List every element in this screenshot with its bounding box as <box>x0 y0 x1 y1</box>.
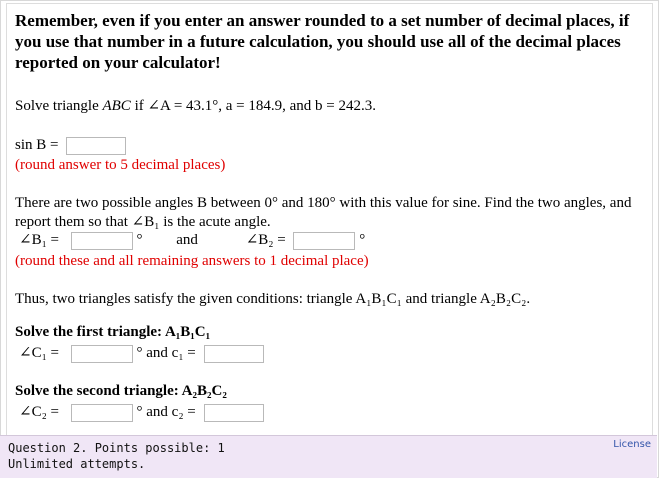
c1-angle-input[interactable] <box>71 345 133 363</box>
second-triangle-heading: Solve the second triangle: A₂B₂C₂ <box>15 383 227 399</box>
b2-label: ∠B₂ = <box>245 232 286 248</box>
b1-input[interactable] <box>71 232 133 250</box>
b1-label: ∠B₁ = <box>19 232 60 248</box>
thus-text: Thus, two triangles satisfy the given conditions: triangle A₁B₁C₁ and triangle A₂B₂C₂. <box>15 291 531 307</box>
problem-given: if ∠A = 43.1°, a = 184.9, and b = 242.3. <box>130 98 377 114</box>
two-angles-text: There are two possible angles B between 0° and 180° with this value for sine. Find the two angles, and report them so that ∠B₁ is the acute angle. <box>15 195 632 230</box>
first-triangle-heading: Solve the first triangle: A₁B₁C₁ <box>15 324 211 340</box>
sinB-label: sin B = <box>15 137 59 153</box>
problem-statement <box>15 97 376 116</box>
c2-angle-input[interactable] <box>71 404 133 422</box>
c2-label: ∠C₂ = <box>19 404 60 420</box>
b2-degree: ° <box>359 232 366 248</box>
c1-label: ∠C₁ = <box>19 345 60 361</box>
question-footer <box>0 435 657 478</box>
sinB-row <box>15 136 126 155</box>
c2-degree-and: ° and c₂ = <box>136 404 196 420</box>
c2-side-input[interactable] <box>204 404 264 422</box>
problem-intro: Solve triangle <box>15 98 103 114</box>
b1-degree: ° <box>136 232 143 248</box>
question-box <box>6 3 653 437</box>
angles-row <box>15 231 651 250</box>
angles-rounding-note: (round these and all remaining answers to 1 decimal place) <box>15 253 369 269</box>
triangle-name: ABC <box>102 98 131 114</box>
b2-input[interactable] <box>293 232 355 250</box>
attempts-info: Unlimited attempts. <box>8 457 146 471</box>
c1-degree-and: ° and c₁ = <box>136 345 196 361</box>
license-link[interactable]: License <box>613 439 651 450</box>
rounding-warning: Remember, even if you enter an answer rounded to a set number of decimal places, if you use that number in a future calculation, you should use all of the decimal places reported on your calculator! <box>15 11 630 72</box>
sinB-rounding-note: (round answer to 5 decimal places) <box>15 157 226 173</box>
and-label: and <box>176 232 198 248</box>
sinB-input[interactable] <box>66 137 126 155</box>
points-possible: Question 2. Points possible: 1 <box>8 441 225 455</box>
second-triangle-row <box>15 403 264 422</box>
first-triangle-row <box>15 344 264 363</box>
c1-side-input[interactable] <box>204 345 264 363</box>
